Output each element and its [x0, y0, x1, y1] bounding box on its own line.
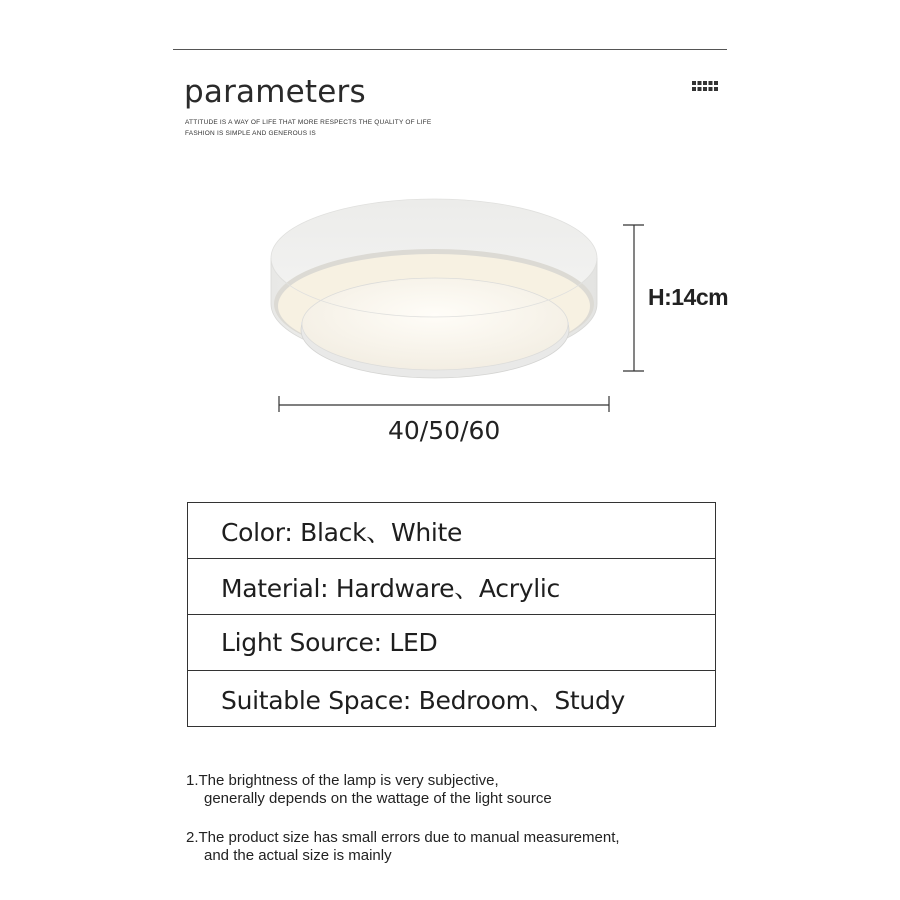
note-1 — [186, 772, 552, 807]
spec-material-text: Material: Hardware、Acrylic — [221, 573, 560, 603]
page-title: parameters — [184, 74, 366, 110]
spec-light-source-text: Light Source: LED — [221, 628, 438, 657]
width-dimension-label: 40/50/60 — [388, 416, 501, 445]
note-2-line-2: and the actual size is mainly — [204, 847, 392, 864]
note-1-line-2: generally depends on the wattage of the light source — [204, 790, 552, 807]
tagline-line-2: FASHION IS SIMPLE AND GENEROUS IS — [185, 130, 316, 137]
spec-color-text: Color: Black、White — [221, 517, 463, 547]
height-dimension-label: H:14cm — [648, 284, 729, 310]
tagline-line-1: ATTITUDE IS A WAY OF LIFE THAT MORE RESPECTS THE QUALITY OF LIFE — [185, 119, 432, 126]
spec-row-color — [188, 503, 715, 559]
note-1-line-1: 1.The brightness of the lamp is very subjective, — [186, 772, 499, 789]
spec-row-material — [188, 559, 715, 615]
spec-suitable-space-text: Suitable Space: Bedroom、Study — [221, 685, 626, 715]
note-2-line-1: 2.The product size has small errors due to manual measurement, — [186, 829, 620, 846]
spec-row-suitable-space — [188, 671, 715, 726]
note-2 — [186, 829, 620, 864]
spec-table — [187, 502, 716, 727]
spec-row-light-source — [188, 615, 715, 671]
